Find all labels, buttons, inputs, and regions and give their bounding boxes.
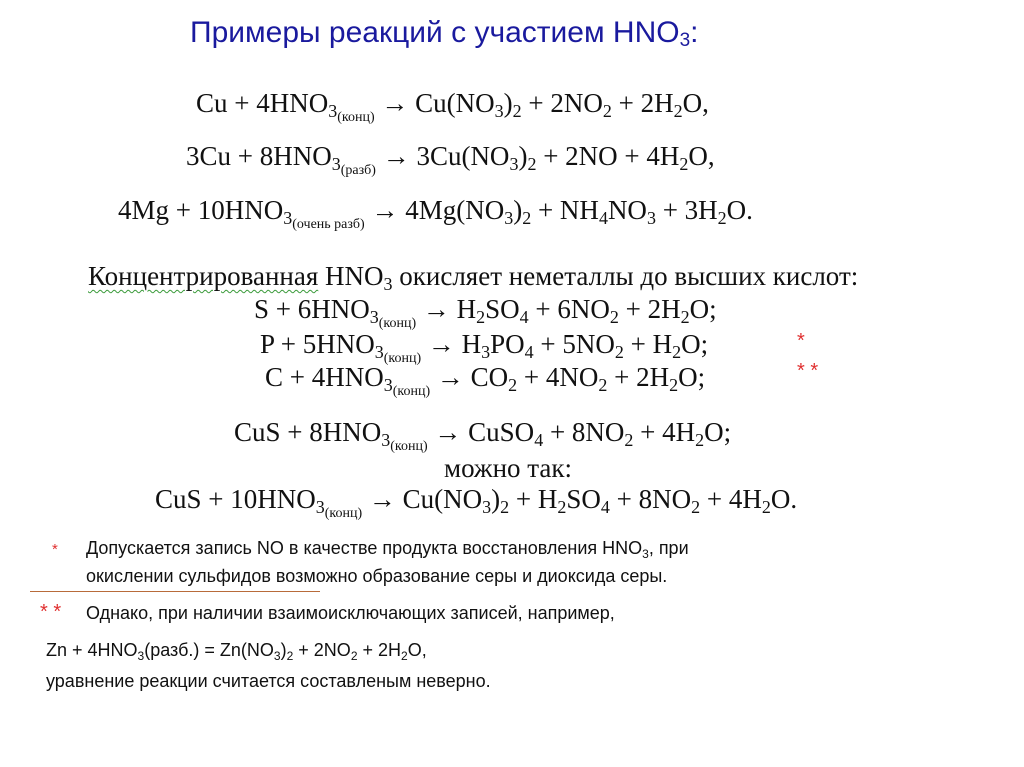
footnote-marker-single: * [797, 330, 805, 352]
footnote-marker-double: * * [797, 360, 819, 382]
slide-title: Примеры реакций с участием $HNO_3$: [190, 16, 699, 51]
reaction-phosphorus: $P + 5HNO_{3(конц)} \to H_3PO_4 + 5NO_2 + H_2O$; [260, 329, 709, 366]
note-line-2: окислении сульфидов возможно образование серы и диоксида серы. [86, 566, 668, 586]
reaction-cus-1: CuS + $8HNO_{3(конц)}$ → CuSO$_4$ + $8NO_2 + 4H_2O$; [234, 417, 732, 454]
alternative-caption: можно так: [444, 453, 572, 483]
note-line-5: уравнение реакции считается составленым неверно. [46, 671, 491, 691]
reaction-mg-very-dil: $4Mg + 10HNO_{3(очень разб)} \to 4Mg(NO_3)_2 + NH_4NO_3 + 3H_2O$. [118, 195, 753, 232]
note-line-3: Однако, при наличии взаимоисключающих записей, например, [86, 603, 615, 623]
note-marker-double: * * [40, 601, 62, 623]
note-zn-equation: $Zn + 4HNO_3(разб.) = Zn(NO_3)_2 + 2NO_2 + 2H_2O$, [46, 640, 427, 663]
reaction-cus-2: CuS + $10HNO_{3(конц)} \to Cu(NO_3)_2 + H_2SO_4 + 8NO_2 + 4H_2O$. [155, 484, 798, 521]
reaction-cu-conc: $Cu + 4HNO_{3(конц)} \to Cu(NO_3)_2 + 2NO_2 + 2H_2O$, [196, 88, 709, 125]
reaction-cu-dil: $3Cu + 8HNO_{3(разб)} \to 3Cu(NO_3)_2 + 2NO + 4H_2O$, [186, 141, 715, 178]
nonmetals-heading: Концентрированная $HNO_3$ окисляет неметаллы до высших кислот: [88, 261, 859, 294]
reaction-sulfur: $S + 6HNO_{3(конц)} \to H_2SO_4 + 6NO_2 + 2H_2O$; [254, 294, 717, 331]
reaction-carbon: $C + 4HNO_{3(конц)} \to CO_2 + 4NO_2 + 2H_2O$; [265, 362, 706, 399]
note-marker-single: * [52, 541, 58, 558]
divider-line [30, 591, 320, 592]
note-line-1: Допускается запись NO в качестве продукта восстановления $HNO_3$, при [86, 538, 689, 561]
